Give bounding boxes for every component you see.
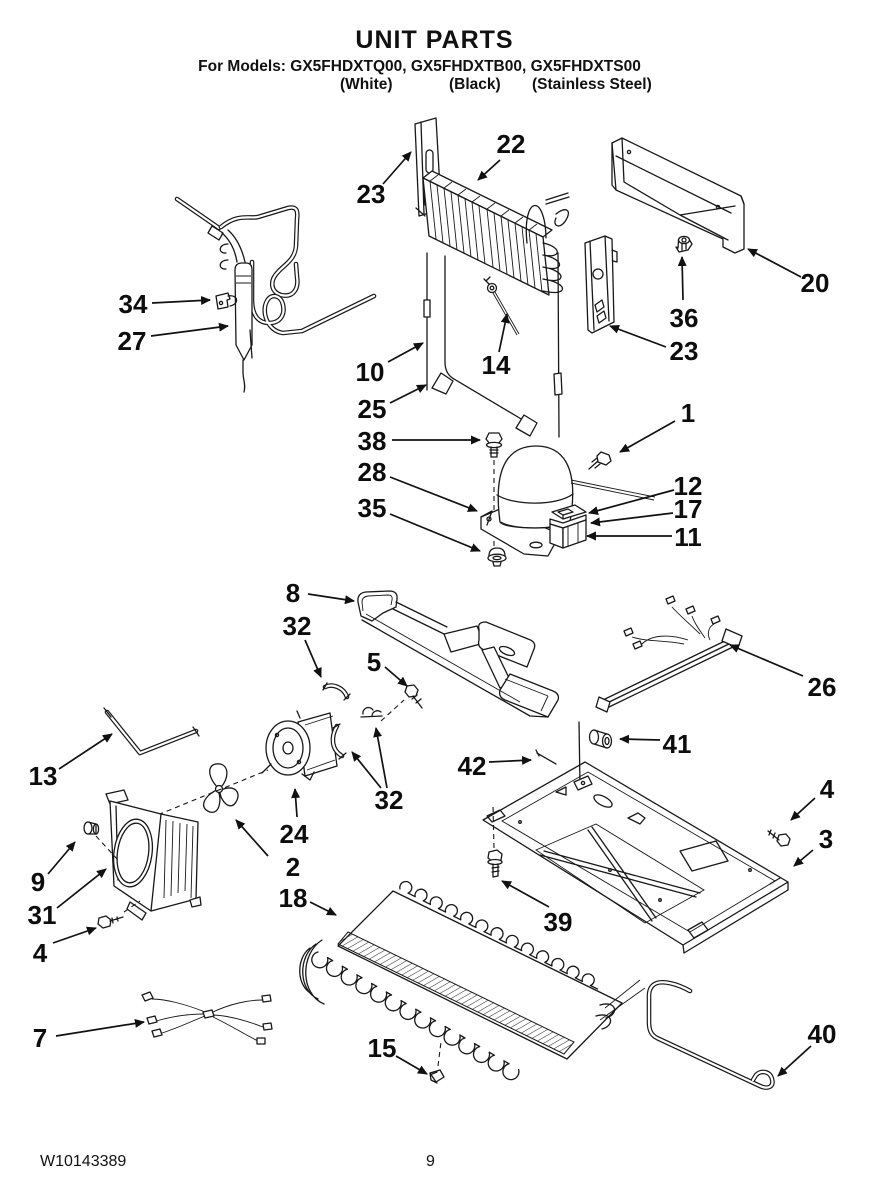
callout-leader-capillary-tube: [388, 343, 423, 362]
callout-leader-air-duct: [748, 249, 801, 277]
callout-base-screw: 39: [543, 907, 573, 937]
callout-compressor-bolt: 38: [357, 426, 387, 456]
callout-leader-condenser-coil: [310, 902, 336, 915]
compressor-grommet-illustration: [488, 548, 506, 566]
finish-stainless: (Stainless Steel): [532, 76, 652, 93]
callout-leader-wiring-harness: [730, 645, 803, 676]
callout-fan-shroud: 31: [27, 900, 57, 930]
callout-leader-base-plate: [794, 850, 813, 866]
callout-leader-evaporator: [478, 160, 500, 180]
callout-condenser-coil: 18: [278, 883, 308, 913]
callout-capillary-tube: 10: [355, 357, 385, 387]
clamp-screw-illustration: [381, 685, 422, 721]
callout-screw-right: 4: [819, 774, 835, 804]
callout-relay-box: 11: [674, 522, 702, 552]
condenser-coil-illustration: [300, 882, 645, 1083]
callout-leader-thermostat-sensor: [499, 314, 507, 352]
callout-leader-grommet-clip: [682, 257, 683, 300]
page-title: UNIT PARTS: [355, 26, 514, 54]
fan-blade-illustration: [150, 764, 268, 818]
callout-screw-left: 4: [32, 938, 48, 968]
callout-base-plate: 3: [818, 824, 834, 854]
condenser-tube-illustration: [649, 982, 772, 1087]
callout-leader-gasket-seal: [59, 734, 112, 769]
callout-air-duct: 20: [800, 268, 830, 298]
thermostat-sensor-illustration: [484, 277, 519, 335]
callout-leader-clamp-screw: [385, 667, 407, 686]
screw-right-illustration: [768, 830, 790, 846]
callout-leader-frame-bracket: [390, 385, 426, 403]
callout-compressor-grommet: 35: [357, 493, 387, 523]
callout-leader-evaporator-bracket-right: [610, 326, 666, 347]
callout-tube-clip-upper: 32: [282, 611, 312, 641]
document-number: W10143389: [40, 1153, 127, 1170]
callout-leader-fan-blade: [236, 820, 268, 856]
pin-illustration: [536, 750, 556, 764]
callout-evaporator: 22: [496, 129, 526, 159]
callout-fan-blade: 2: [285, 852, 301, 882]
callout-leader-tube-clip-lower: [376, 728, 387, 788]
callout-wire-harness: 7: [32, 1023, 48, 1053]
fan-motor-illustration: [262, 711, 337, 780]
callout-leader-tube-clip-lower: [352, 752, 381, 788]
grommet-clip-illustration: [676, 236, 692, 252]
callout-wiring-harness: 26: [807, 672, 837, 702]
callout-drain-pan: 8: [285, 578, 301, 608]
page-number: 9: [426, 1153, 435, 1170]
callout-leader-overload-relay: [591, 513, 673, 523]
tube-clips-illustration: [323, 683, 422, 759]
callout-leader-relay-cover: [589, 490, 674, 513]
callout-leader-drier-filter: [151, 326, 228, 336]
tube-clamp-illustration: [216, 293, 237, 309]
callout-leader-condenser-fan-motor: [295, 789, 297, 817]
callout-clamp-screw: 5: [366, 647, 382, 677]
callout-leader-roller-clip: [620, 739, 660, 740]
callout-roller-clip: 41: [662, 729, 692, 759]
tube-clip-illustration: [430, 1042, 444, 1083]
callout-leader-tube-clip-upper: [305, 640, 321, 677]
wiring-harness-illustration: [596, 596, 742, 712]
callout-leader-grommet: [48, 842, 75, 874]
callout-leader-condenser-tube: [778, 1046, 811, 1076]
callout-leader-screw-right: [791, 798, 815, 820]
air-duct-illustration: [612, 138, 744, 253]
callout-grommet-clip: 36: [669, 303, 699, 333]
evaporator-bracket-right-illustration: [585, 236, 617, 333]
callout-condenser-fan-motor: 24: [279, 819, 309, 849]
callout-grommet: 9: [30, 867, 46, 897]
screw-left-illustration: [98, 916, 123, 928]
callout-frame-bracket: 25: [357, 394, 387, 424]
drain-pan-illustration: [358, 591, 559, 717]
callout-tube-clamp: 34: [118, 289, 148, 319]
callout-leader-compressor-grommet: [390, 514, 480, 551]
callout-leader-wire-harness: [56, 1022, 144, 1036]
callout-compressor-mount: 28: [357, 457, 387, 487]
callout-leader-fan-shroud: [57, 869, 106, 908]
callout-drier-filter: 27: [117, 326, 147, 356]
callout-leader-screw-left: [53, 928, 96, 943]
callout-overload-relay: 17: [673, 494, 703, 524]
callout-leader-tube-clip: [396, 1056, 427, 1074]
callout-leader-pin: [489, 760, 531, 762]
relay-box-illustration: [550, 505, 586, 548]
models-line: For Models: GX5FHDXTQ00, GX5FHDXTB00, GX5FHDXTS00: [198, 58, 641, 75]
callout-leader-tube-clamp: [152, 300, 210, 303]
finish-white: (White): [340, 76, 393, 93]
screw-1-illustration: [589, 452, 611, 469]
callout-leader-drain-pan: [308, 594, 354, 601]
callout-tube-clip: 15: [367, 1033, 397, 1063]
callout-pin: 42: [457, 751, 487, 781]
callout-leader-screw: [620, 421, 675, 452]
roller-clip-illustration: [590, 730, 612, 748]
wire-harness-illustration: [142, 992, 272, 1044]
callout-leader-evaporator-bracket-left: [383, 152, 411, 184]
callout-thermostat-sensor: 14: [481, 350, 511, 380]
callout-relay-cover: 12: [673, 471, 703, 501]
callout-tube-clip-lower: 32: [374, 785, 404, 815]
callout-leader-base-screw: [502, 881, 549, 907]
finish-black: (Black): [449, 76, 501, 93]
callout-evaporator-bracket-left: 23: [356, 179, 386, 209]
heat-exchanger-tubing-illustration: [177, 199, 374, 392]
compressor-illustration: [481, 446, 655, 556]
gasket-illustration: [104, 708, 199, 753]
base-plate-illustration: [483, 722, 790, 953]
callout-evaporator-bracket-right: 23: [669, 336, 699, 366]
callout-screw: 1: [680, 398, 696, 428]
grommet-illustration: [84, 822, 99, 834]
fan-shroud-illustration: [84, 790, 201, 928]
callout-gasket-seal: 13: [28, 761, 58, 791]
callout-condenser-tube: 40: [807, 1019, 837, 1049]
callout-leader-compressor-mount: [390, 477, 477, 511]
